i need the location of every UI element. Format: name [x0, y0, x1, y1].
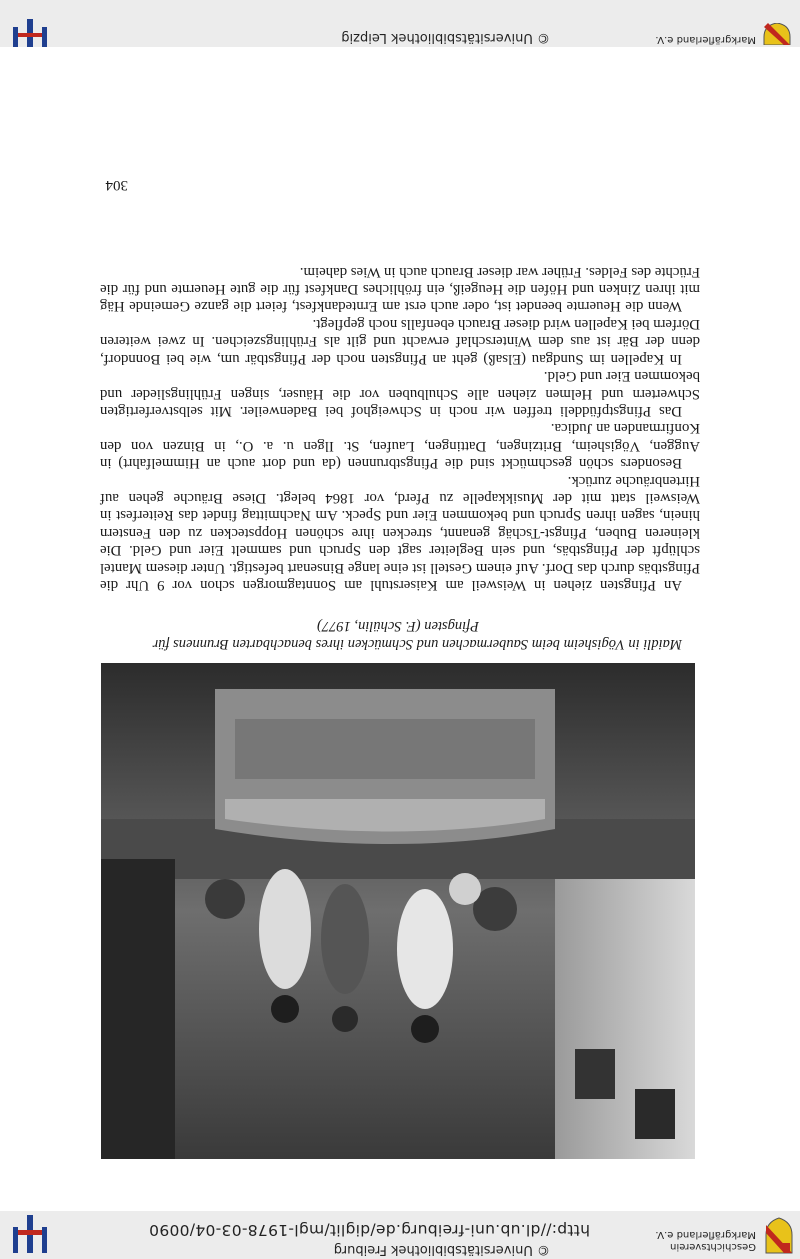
fountain-photograph [101, 663, 695, 1159]
society-line-2: Markgräflerland e.V. [655, 1229, 756, 1240]
paragraph: Besonders schön geschmückt sind die Pfingstbrunnen (da und dort auch an Himmelfahrt) in Auggen, Vögisheim, Britzingen, Dattingen, Laufen, St. Ilgen u. a. O., in Binzen von den Konfirmanden an Judica. [100, 420, 700, 472]
header-copyright: © Universitätsbibliothek Freiburg [333, 1242, 550, 1257]
paragraph: In Kapellen im Sundgau (Elsaß) geht an Pfingsten noch der Pfingstbär um, wie bei Bonndorf, denn der Bär ist aus dem Winterschlaf erwacht und gilt als Frühlingszeichen. In zwei weiteren Dörfern bei Kapellen wird dieser Brauch ebenfalls noch gepflegt. [100, 315, 700, 367]
paragraph: Wenn die Heuernte beendet ist, oder auch erst am Erntedankfest, feiert die ganze Gemeinde Häg mit ihren Zinken und Höfen die Heugeiß, ein fröhliches Dankfest für die gute Heuernte und für die Früchte des Feldes. Früher war dieser Brauch auch in Wies daheim. [100, 263, 700, 315]
paragraph: Das Pfingstpfüddeli treffen wir noch in Schweighof bei Badenweiler. Mit selbstverfertigten Schwertern und Helmen ziehen alle Schulbuben vor die Häuser, singen Frühlingslieder und bekommen Eier und Geld. [100, 368, 700, 419]
society-crest-icon [764, 1217, 794, 1255]
society-crest-icon [762, 23, 792, 45]
header-url[interactable]: http://dl.ub.uni-freiburg.de/diglit/mgl-1978-03-04/0090 [148, 1221, 590, 1239]
caption-line-2: Pfingsten (F. Schülin, 1977) [316, 618, 480, 634]
footer-bar [0, 0, 800, 47]
society-name [655, 1228, 756, 1252]
page-number: 304 [105, 177, 128, 193]
university-library-logo-icon [8, 1213, 52, 1257]
body-text [100, 262, 700, 593]
caption-line-1: Maidli in Vögisheim beim Saubermachen und Schmücken ihres benachbarten Brunnens für [152, 636, 682, 652]
header-bar [0, 1211, 800, 1259]
society-line-1: Geschichtsverein [670, 1241, 756, 1252]
university-library-logo-icon [8, 19, 52, 47]
footer-copyright: © Universitätsbibliothek Leipzig [341, 30, 550, 45]
footer-society-name: Markgräflerland e.V. [655, 34, 756, 45]
photo-caption [114, 617, 682, 653]
paragraph: An Pfingsten ziehen in Weisweil am Kaiserstuhl am Sonntagmorgen schon vor 9 Uhr die Pfingstbäs durch das Dorf. Auf einem Gestell ist eine lange Binsenart befestigt. Unter diesem Mantel schlüpft der Pfingstbäs, und sein Begleiter sagt den Spruch und sammelt Eier und Geld. Die kleineren Buben, Pfingst-Tschäg genannt, strecken ihre schönen Hoppstecken zu den Fenstern hinein, sagen ihren Spruch und bekommen Eier und Speck. Am Nachmittag findet das Reiterfest in Weisweil statt mit der Musikkapelle zu Pferd, vor 1864 belegt. Diese Bräuche gehen auf Hirtenbräuche zurück. [100, 472, 700, 593]
